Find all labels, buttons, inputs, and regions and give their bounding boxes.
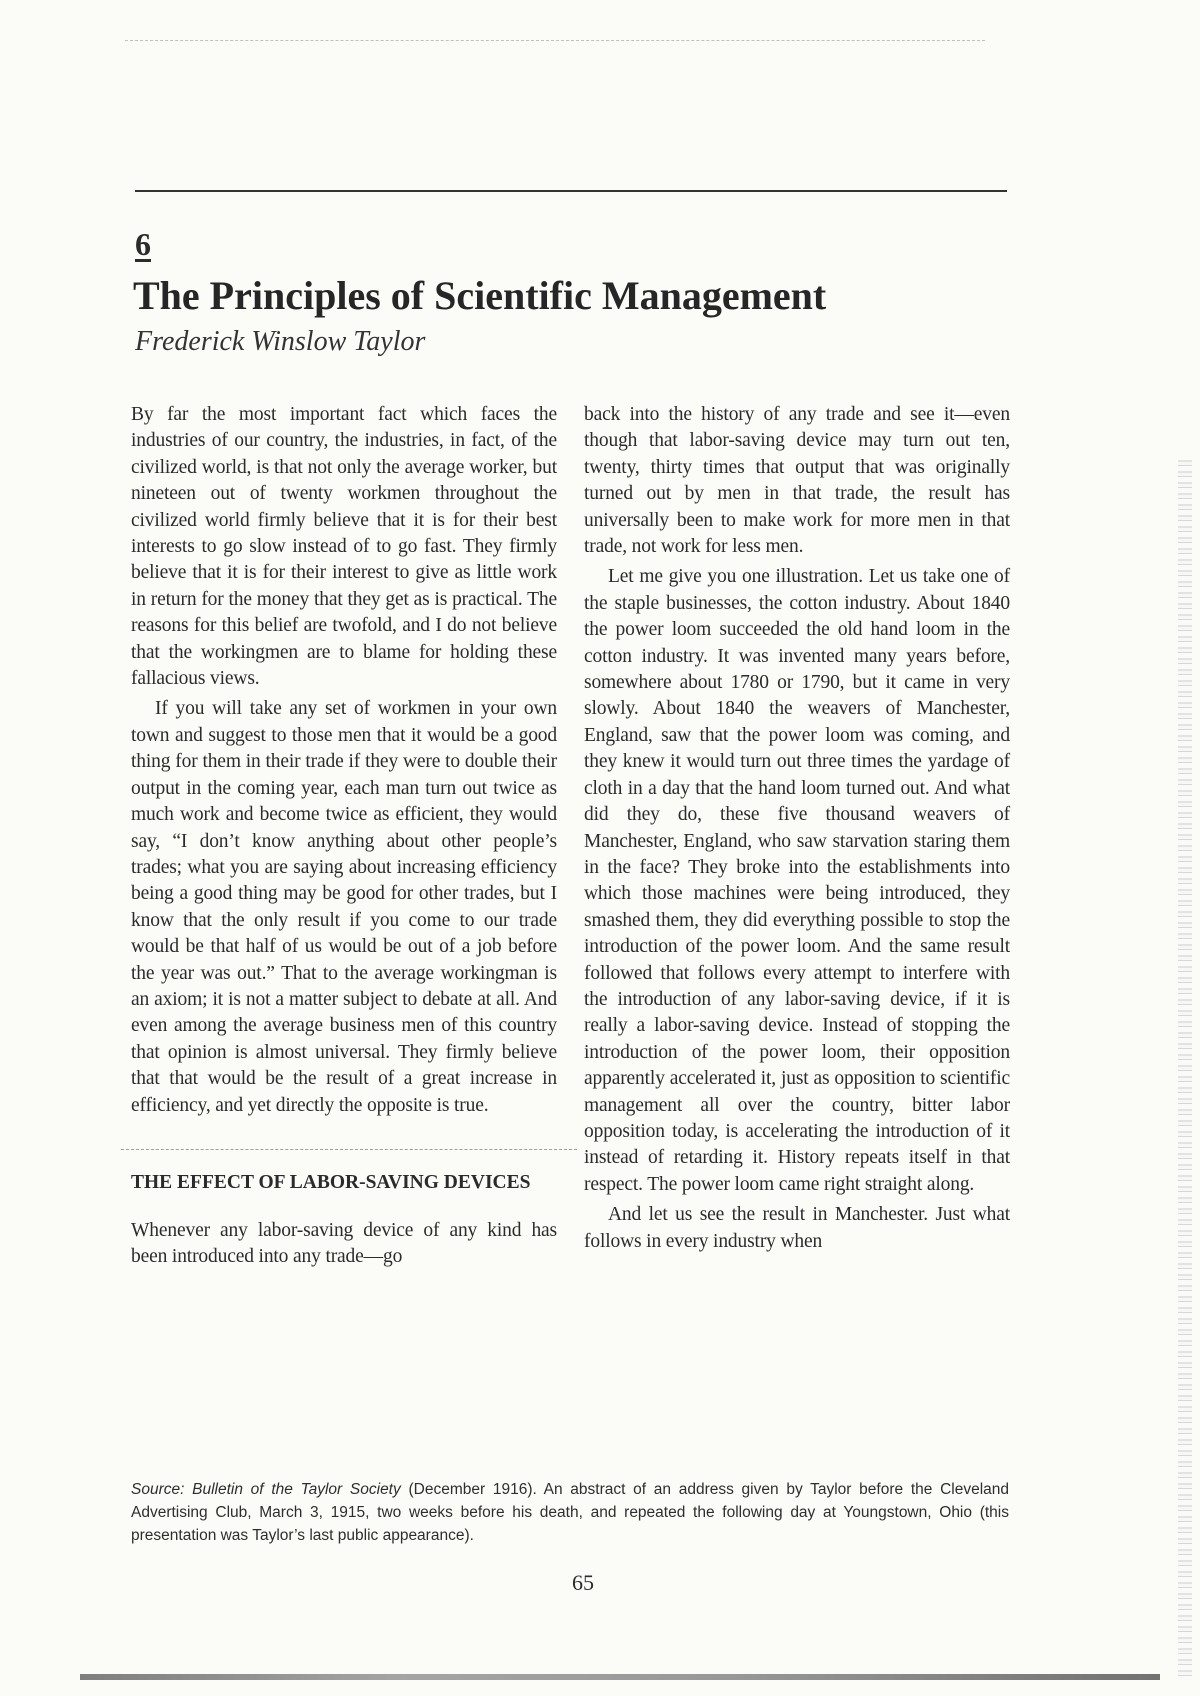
chapter-author: Frederick Winslow Taylor <box>135 326 426 357</box>
paragraph: Let me give you one illustration. Let us take one of the staple businesses, the cotton industry. About 1840 the power loom succeeded the old hand loom in the cotton industry. It was invented many years before, somewhere about 1780 or 1790, but it came in very slowly. About 1840 the weavers of Manchester, England, saw that the power loom was coming, and they knew it would turn out three times the yardage of cloth in a day that the hand loom turned out. And what did they do, these five thousand weavers of Manchester, England, who saw starvation staring them in the face? They broke into the establishments into which those machines were being introduced, they smashed them, they did everything possible to stop the introduction of the power loom. And the same result followed that follows every attempt to interfere with the introduction of any labor-saving device, if it is really a labor-saving device. Instead of stopping the introduction of the power loom, their opposition apparently accelerated it, just as opposition to scientific management all over the country, bitter labor opposition today, is accelerating the introduction of it instead of retarding it. History repeats itself in that respect. The power loom came right straight along. <box>584 566 1010 1195</box>
section-divider <box>121 1149 577 1150</box>
source-label: Source: <box>131 1481 185 1498</box>
source-publication: Bulletin of the Taylor Society <box>192 1481 401 1498</box>
chapter-number: 6 <box>135 226 151 262</box>
right-column <box>584 402 1010 1255</box>
paragraph: By far the most important fact which faces the industries of our country, the industries, in fact, of the civilized world, is that not only the average worker, but nineteen out of twenty workmen throughout the civilized world firmly believe that it is for their best interests to go slow instead of to go fast. They firmly believe that it is for their interest to give as little work in return for the money that they get as is practical. The reasons for this belief are twofold, and I do not believe that the workingmen are to blame for holding these fallacious views. <box>131 404 557 690</box>
section-heading: THE EFFECT OF LABOR-SAVING DEVICES <box>131 1171 531 1193</box>
source-text: (December 1916). An abstract of an address given by Taylor before the Cleveland Advertising Club, March 3, 1915, two weeks before his death, and repeated the following day at Youngstown, Ohio (this presentation was Taylor’s last public appearance). <box>131 1481 1010 1544</box>
source-note <box>131 1478 1009 1547</box>
left-column <box>131 402 557 1271</box>
paragraph: And let us see the result in Manchester. Just what follows in every industry when <box>584 1204 1010 1252</box>
paragraph: If you will take any set of workmen in your own town and suggest to those men that it would be a good thing for them in their trade if they were to double their output in the coming year, each man turn out twice as much work and become twice as efficient, they would say, “I don’t know anything about other people’s trades; what you are saying about increasing efficiency being a good thing may be good for other trades, but I know that the only result if you come to our trade would be that half of us would be out of a job before the year was out.” That to the average workingman is an axiom; it is not a matter subject to debate at all. And even among the average business men of this country that opinion is almost universal. They firmly believe that that would be the result of a great increase in efficiency, and yet directly the opposite is true. <box>131 698 557 1116</box>
header-rule <box>135 190 1007 192</box>
paragraph: Whenever any labor-saving device of any kind has been introduced into any trade—go <box>131 1219 557 1268</box>
scan-artifact-bottom-edge <box>80 1674 1160 1680</box>
chapter-title: The Principles of Scientific Management <box>133 273 827 318</box>
scan-artifact-right-edge <box>1178 460 1192 1680</box>
paragraph: back into the history of any trade and see it—even though that labor-saving device may turn out ten, twenty, thirty times that output that was originally turned out by men in that trade, the result has universally been to make work for more men in that trade, not work for less men. <box>584 404 1010 558</box>
scan-artifact-top <box>125 40 985 41</box>
page-number: 65 <box>572 1570 594 1595</box>
